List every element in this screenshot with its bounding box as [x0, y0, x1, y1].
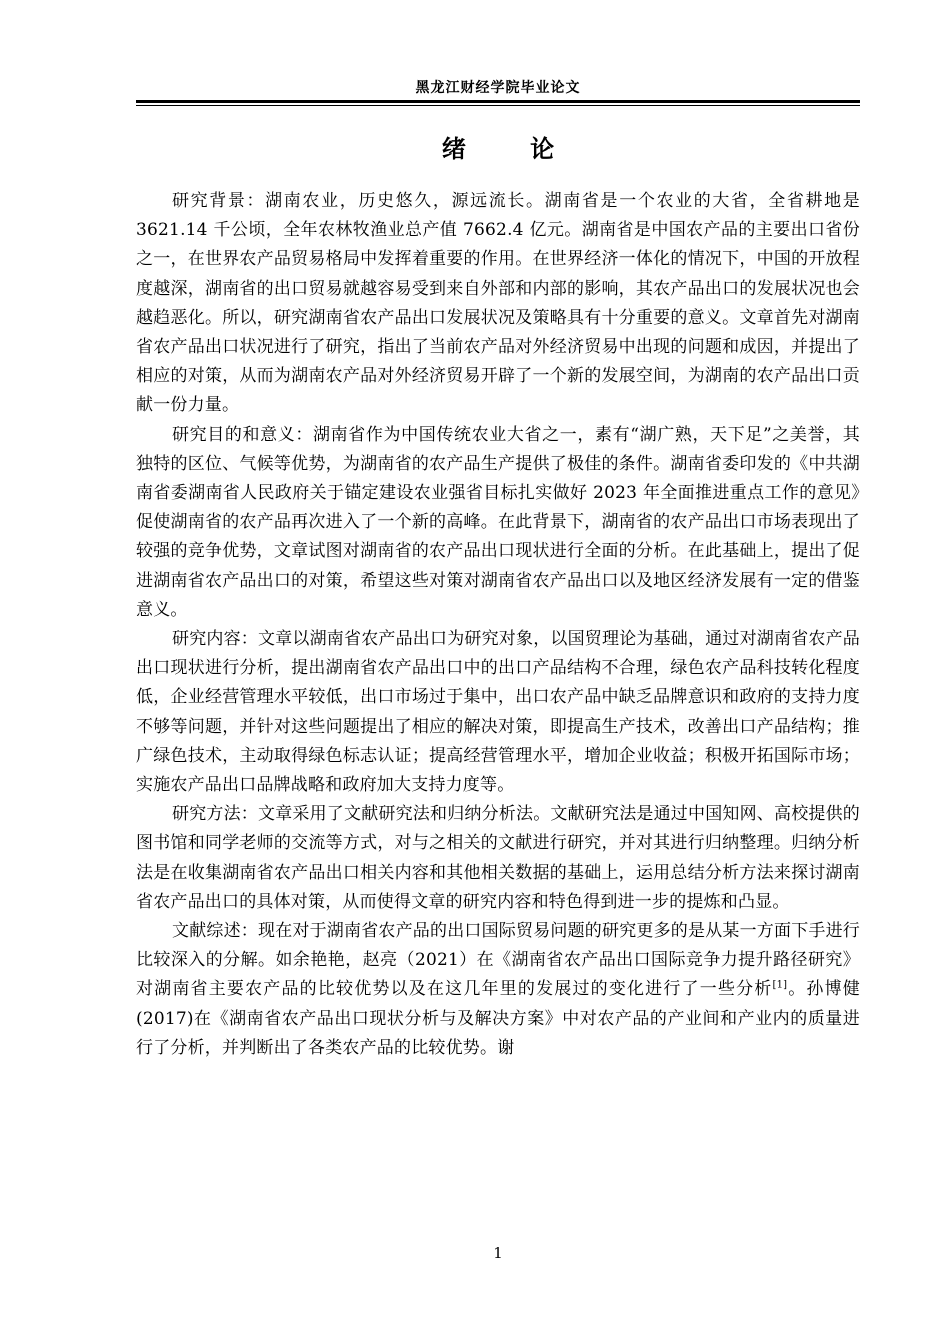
- paragraph-background: 研究背景：湖南农业，历史悠久，源远流长。湖南省是一个农业的大省，全省耕地是 3621.14 千公顷，全年农林牧渔业总产值 7662.4 亿元。湖南省是中国农产品的主要出口省份之一，在世界农产品贸易格局中发挥着重要的作用。在世界经济一体化的情况下，中国的开放程度越深，湖南省的出口贸易就越容易受到来自外部和内部的影响，其农产品出口的发展状况也会越趋恶化。所以，研究湖南省农产品出口发展状况及策略具有十分重要的意义。文章首先对湖南省农产品出口状况进行了研究，指出了当前农产品对外经济贸易中出现的问题和成因，并提出了相应的对策，从而为湖南农产品对外经济贸易开辟了一个新的发展空间，为湖南的农产品出口贡献一份力量。: [136, 191, 860, 416]
- chapter-title: 绪 论: [441, 134, 583, 163]
- body-text: [136, 187, 860, 1063]
- review-text-part1: 文献综述：现在对于湖南省农产品的出口国际贸易问题的研究更多的是从某一方面下手进行比较深入的分解。如余艳艳，赵亮（2021）在《湖南省农产品出口国际竞争力提升路径研究》对湖南省主要农产品的比较优势以及在这几年里的发展过的变化进行了一些分析: [136, 921, 860, 1000]
- citation-reference: [1]: [772, 979, 788, 991]
- paragraph-purpose: 研究目的和意义：湖南省作为中国传统农业大省之一，素有“湖广熟，天下足”之美誉，其独特的区位、气候等优势，为湖南省的农产品生产提供了极佳的条件。湖南省委印发的《中共湖南省委湖南省人民政府关于锚定建设农业强省目标扎实做好 2023 年全面推进重点工作的意见》促使湖南省的农产品再次进入了一个新的高峰。在此背景下，湖南省的农产品出口市场表现出了较强的竞争优势，文章试图对湖南省的农产品出口现状进行全面的分析。在此基础上，提出了促进湖南省农产品出口的对策，希望这些对策对湖南省农产品出口以及地区经济发展有一定的借鉴意义。: [136, 424, 860, 620]
- paragraph-method: 研究方法：文章采用了文献研究法和归纳分析法。文献研究法是通过中国知网、高校提供的图书馆和同学老师的交流等方式，对与之相关的文献进行研究，并对其进行归纳整理。归纳分析法是在收集湖南省农产品出口相关内容和其他相关数据的基础上，运用总结分析方法来探讨湖南省农产品出口的具体对策，从而使得文章的研究内容和特色得到进一步的提炼和凸显。: [136, 804, 860, 912]
- paragraph-literature-review: [136, 917, 860, 1063]
- header-divider-thick: [136, 100, 860, 103]
- header-divider-thin: [136, 105, 860, 106]
- review-text-part2: 。孙博健(2017)在《湖南省农产品出口现状分析与及解决方案》中对农产品的产业间和产业内的质量进行了分析，并判断出了各类农产品的比较优势。谢: [136, 979, 860, 1058]
- page-header-title: 黑龙江财经学院毕业论文: [415, 80, 581, 96]
- paragraph-content: 研究内容：文章以湖南省农产品出口为研究对象，以国贸理论为基础，通过对湖南省农产品出口现状进行分析，提出湖南省农产品出口中的出口产品结构不合理，绿色农产品科技转化程度低，企业经营管理水平较低，出口市场过于集中，出口农产品中缺乏品牌意识和政府的支持力度不够等问题，并针对这些问题提出了相应的解决对策，即提高生产技术，改善出口产品结构；推广绿色技术，主动取得绿色标志认证；提高经营管理水平，增加企业收益；积极开拓国际市场；实施农产品出口品牌战略和政府加大支持力度等。: [136, 629, 860, 796]
- page-number: 1: [493, 1244, 503, 1262]
